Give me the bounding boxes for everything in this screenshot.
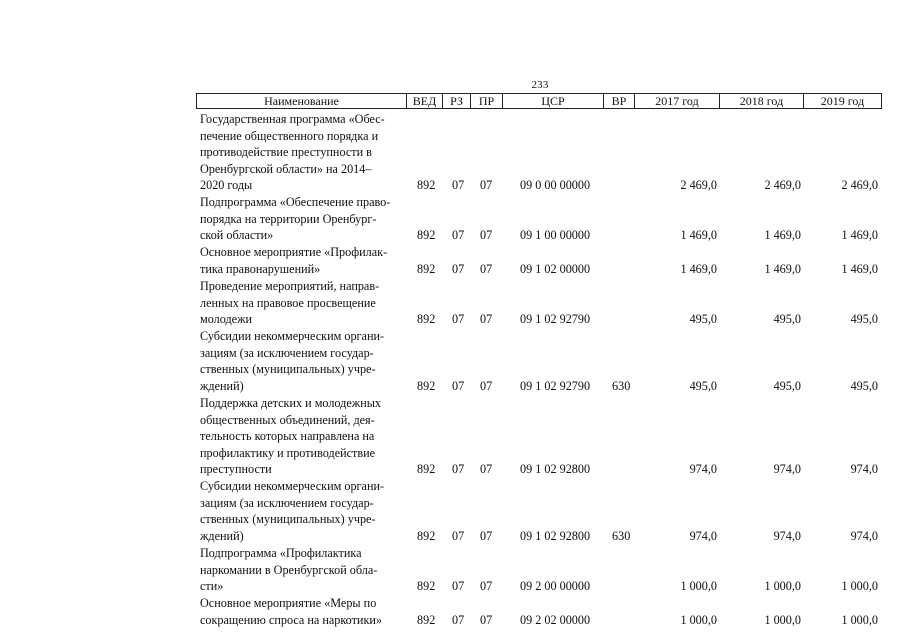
row-2019: 1 000,0 bbox=[841, 578, 878, 593]
row-2018: 1 000,0 bbox=[764, 612, 801, 627]
row-pr: 07 bbox=[480, 612, 493, 627]
row-2018: 1 469,0 bbox=[764, 261, 801, 276]
table-row bbox=[0, 545, 905, 594]
row-2019: 495,0 bbox=[850, 378, 878, 393]
table-row bbox=[0, 478, 905, 544]
row-csr: 09 2 00 00000 bbox=[520, 578, 591, 593]
row-pr: 07 bbox=[480, 227, 493, 242]
table-row bbox=[0, 595, 905, 628]
row-pr: 07 bbox=[480, 578, 493, 593]
row-name: Государственная программа «Обес- печение общественного порядка и противодействие преступности в Оренбургской области» на 2014– 2020 годы bbox=[200, 112, 385, 192]
row-ved: 892 bbox=[417, 227, 436, 242]
row-pr: 07 bbox=[480, 378, 493, 393]
row-rz: 07 bbox=[452, 378, 465, 393]
header-rz: РЗ bbox=[443, 94, 471, 108]
header-csr: ЦСР bbox=[503, 94, 604, 108]
row-pr: 07 bbox=[480, 528, 493, 543]
row-2017: 495,0 bbox=[689, 311, 717, 326]
row-name: Подпрограмма «Профилактика наркомании в Оренбургской обла- сти» bbox=[200, 546, 378, 593]
table-row bbox=[0, 328, 905, 394]
row-rz: 07 bbox=[452, 528, 465, 543]
row-rz: 07 bbox=[452, 461, 465, 476]
row-ved: 892 bbox=[417, 612, 436, 627]
row-2018: 495,0 bbox=[773, 311, 801, 326]
row-2018: 2 469,0 bbox=[764, 177, 801, 192]
header-2018: 2018 год bbox=[720, 94, 804, 108]
row-2017: 495,0 bbox=[689, 378, 717, 393]
row-csr: 09 1 00 00000 bbox=[520, 227, 591, 242]
row-vr: 630 bbox=[612, 528, 631, 543]
header-pr: ПР bbox=[471, 94, 503, 108]
row-rz: 07 bbox=[452, 177, 465, 192]
row-2019: 1 000,0 bbox=[841, 612, 878, 627]
row-2017: 1 469,0 bbox=[680, 227, 717, 242]
row-ved: 892 bbox=[417, 578, 436, 593]
page-number: 233 bbox=[531, 79, 549, 91]
row-2017: 974,0 bbox=[689, 528, 717, 543]
table-row bbox=[0, 278, 905, 327]
row-name: Основное мероприятие «Профилак- тика правонарушений» bbox=[200, 245, 388, 276]
table-header bbox=[196, 93, 882, 109]
row-csr: 09 0 00 00000 bbox=[520, 177, 591, 192]
row-csr: 09 1 02 92800 bbox=[520, 461, 591, 476]
row-rz: 07 bbox=[452, 261, 465, 276]
row-name: Основное мероприятие «Меры по сокращению спроса на наркотики» bbox=[200, 596, 382, 627]
row-name: Проведение мероприятий, направ- ленных на правовое просвещение молодежи bbox=[200, 279, 380, 326]
row-ved: 892 bbox=[417, 461, 436, 476]
row-rz: 07 bbox=[452, 578, 465, 593]
row-ved: 892 bbox=[417, 177, 436, 192]
header-2019: 2019 год bbox=[820, 94, 865, 108]
header-name: Наименование bbox=[197, 94, 407, 108]
row-2019: 495,0 bbox=[850, 311, 878, 326]
row-2017: 2 469,0 bbox=[680, 177, 717, 192]
header-ved: ВЕД bbox=[407, 94, 443, 108]
row-2019: 1 469,0 bbox=[841, 227, 878, 242]
row-csr: 09 1 02 92790 bbox=[520, 378, 591, 393]
row-2018: 1 000,0 bbox=[764, 578, 801, 593]
row-2019: 974,0 bbox=[850, 461, 878, 476]
table-row bbox=[0, 194, 905, 243]
row-name: Субсидии некоммерческим органи- зациям (за исключением государ- ственных (муниципальных) учре- ждений) bbox=[200, 479, 385, 543]
row-pr: 07 bbox=[480, 177, 493, 192]
row-rz: 07 bbox=[452, 612, 465, 627]
row-name: Субсидии некоммерческим органи- зациям (за исключением государ- ственных (муниципальных) учре- ждений) bbox=[200, 329, 385, 393]
header-2017: 2017 год bbox=[635, 94, 720, 108]
table-row bbox=[0, 395, 905, 477]
header-vr: ВР bbox=[604, 94, 635, 108]
table-row bbox=[0, 244, 905, 277]
row-pr: 07 bbox=[480, 311, 493, 326]
row-csr: 09 1 02 00000 bbox=[520, 261, 591, 276]
row-ved: 892 bbox=[417, 528, 436, 543]
row-csr: 09 2 02 00000 bbox=[520, 612, 591, 627]
row-rz: 07 bbox=[452, 227, 465, 242]
row-csr: 09 1 02 92800 bbox=[520, 528, 591, 543]
row-2017: 1 000,0 bbox=[680, 578, 717, 593]
row-ved: 892 bbox=[417, 261, 436, 276]
row-csr: 09 1 02 92790 bbox=[520, 311, 591, 326]
row-vr: 630 bbox=[612, 378, 631, 393]
table-row bbox=[0, 111, 905, 193]
row-2018: 1 469,0 bbox=[764, 227, 801, 242]
row-ved: 892 bbox=[417, 378, 436, 393]
row-2017: 1 000,0 bbox=[680, 612, 717, 627]
row-rz: 07 bbox=[452, 311, 465, 326]
row-2019: 1 469,0 bbox=[841, 261, 878, 276]
row-ved: 892 bbox=[417, 311, 436, 326]
row-2018: 495,0 bbox=[773, 378, 801, 393]
row-2019: 2 469,0 bbox=[841, 177, 878, 192]
row-pr: 07 bbox=[480, 261, 493, 276]
row-2017: 1 469,0 bbox=[680, 261, 717, 276]
row-name: Поддержка детских и молодежных общественных объединений, дея- тельность которых направлена на профилактику и противодействие преступности bbox=[200, 396, 382, 476]
row-name: Подпрограмма «Обеспечение право- порядка на территории Оренбург- ской области» bbox=[200, 195, 391, 242]
row-2019: 974,0 bbox=[850, 528, 878, 543]
row-2018: 974,0 bbox=[773, 528, 801, 543]
row-2018: 974,0 bbox=[773, 461, 801, 476]
row-pr: 07 bbox=[480, 461, 493, 476]
row-2017: 974,0 bbox=[689, 461, 717, 476]
